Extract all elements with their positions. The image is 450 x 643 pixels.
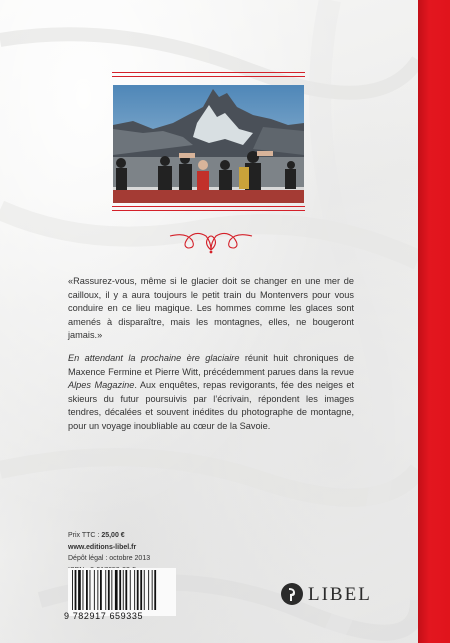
price-line <box>68 530 150 542</box>
publisher-logo <box>281 582 372 610</box>
top-rule-2 <box>112 76 305 77</box>
back-cover-quote: «Rassurez-vous, même si le glacier doit se changer en une mer de cailloux, il y a aura toujours le petit train du Montenvers pour vous conduire en ce lieu magique. Les hommes comme les glaces sont amenés à disparaître, mais les montagnes, elles, ne bougeront jamais.» <box>68 276 354 340</box>
description-text-2: . Aux enquêtes, repas revigorants, fée des neiges et skieurs du futur poursuivis par l’écrivain, répondent les images tendres, décalées et souvent inédites du photographe de montagne, pour un voyage inoubliable au cœur de la Savoie. <box>68 380 354 431</box>
legal-deposit: Dépôt légal : octobre 2013 <box>68 555 151 562</box>
book-description <box>68 352 354 433</box>
mountain-photo-image <box>113 85 304 203</box>
barcode-digits: 9 782917 659335 <box>64 611 144 621</box>
bottom-rule-2 <box>112 210 305 211</box>
cover-photo <box>113 85 304 203</box>
price-value: 25,00 € <box>101 532 125 539</box>
bottom-rule-1 <box>112 206 305 207</box>
publisher-website[interactable]: www.editions-libel.fr <box>68 543 137 551</box>
book-title: En attendant la prochaine ère glaciaire <box>68 353 240 363</box>
publisher-name: LIBEL <box>308 584 372 605</box>
top-rule-1 <box>112 72 305 73</box>
flourish-ornament <box>166 218 256 256</box>
red-spine-band <box>418 0 450 643</box>
price-label: Prix TTC : <box>68 532 102 539</box>
magazine-name: Alpes Magazine <box>68 380 135 390</box>
barcode <box>68 568 176 616</box>
description-text-1: réunit huit chroniques de Maxence Fermine et Pierre Witt, précédemment parues dans la revue <box>68 353 354 377</box>
libel-mark-icon <box>281 583 303 605</box>
